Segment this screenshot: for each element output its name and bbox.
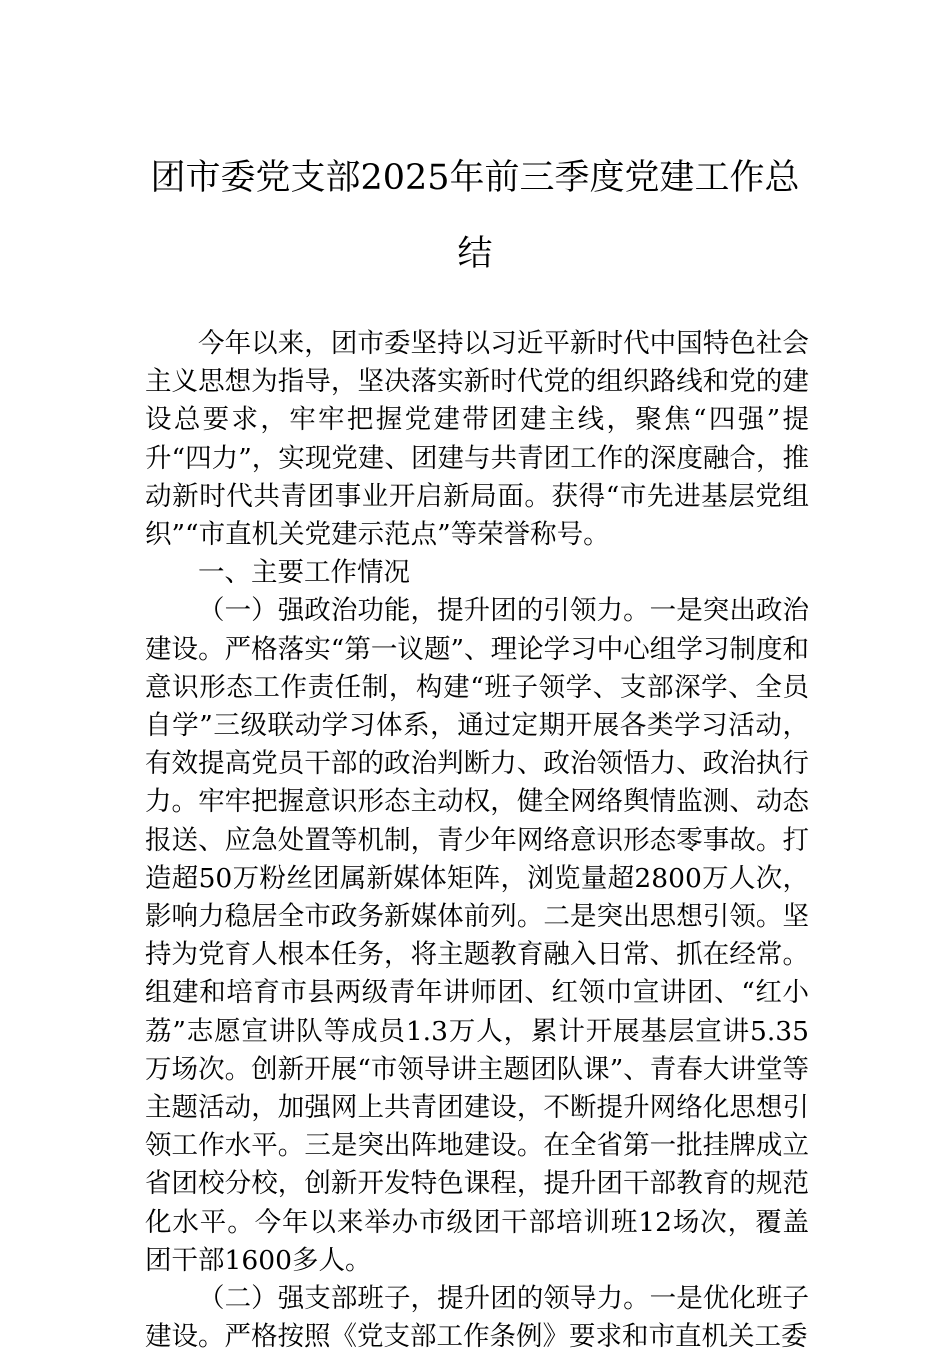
subsection-paragraph-2: （二）强支部班子，提升团的领导力。一是优化班子建设。严格按照《党支部工作条例》要求和市直机关工委 — [145, 1283, 809, 1353]
section-heading-main-work: 一、主要工作情况 — [198, 557, 410, 589]
intro-paragraph: 今年以来，团市委坚持以习近平新时代中国特色社会主义思想为指导，坚决落实新时代党的组织路线和党的建设总要求，牢牢把握党建带团建主线，聚焦“四强”提升“四力”，实现党建、团建与共青团工作的深度融合，推动新时代共青团事业开启新局面。获得“市先进基层党组织”“市直机关党建示范点”等荣誉称号。 — [145, 328, 809, 551]
document-title: 团市委党支部2025年前三季度党建工作总结 — [150, 158, 800, 274]
document-body — [145, 325, 809, 1356]
subsection-paragraph-1: （一）强政治功能，提升团的引领力。一是突出政治建设。严格落实“第一议题”、理论学习中心组学习制度和意识形态工作责任制，构建“班子领学、支部深学、全员自学”三级联动学习体系，通过定期开展各类学习活动，有效提高党员干部的政治判断力、政治领悟力、政治执行力。牢牢把握意识形态主动权，健全网络舆情监测、动态报送、应急处置等机制，青少年网络意识形态零事故。打造超50万粉丝团属新媒体矩阵，浏览量超2800万人次，影响力稳居全市政务新媒体前列。二是突出思想引领。坚持为党育人根本任务，将主题教育融入日常、抓在经常。组建和培育市县两级青年讲师团、红领巾宣讲团、“红小荔”志愿宣讲队等成员1.3万人，累计开展基层宣讲5.35万场次。创新开展“市领导讲主题团队课”、青春大讲堂等主题活动，加强网上共青团建设，不断提升网络化思想引领工作水平。三是突出阵地建设。在全省第一批挂牌成立省团校分校，创新开发特色课程，提升团干部教育的规范化水平。今年以来举办市级团干部培训班12场次，覆盖团干部1600多人。 — [145, 595, 809, 1276]
